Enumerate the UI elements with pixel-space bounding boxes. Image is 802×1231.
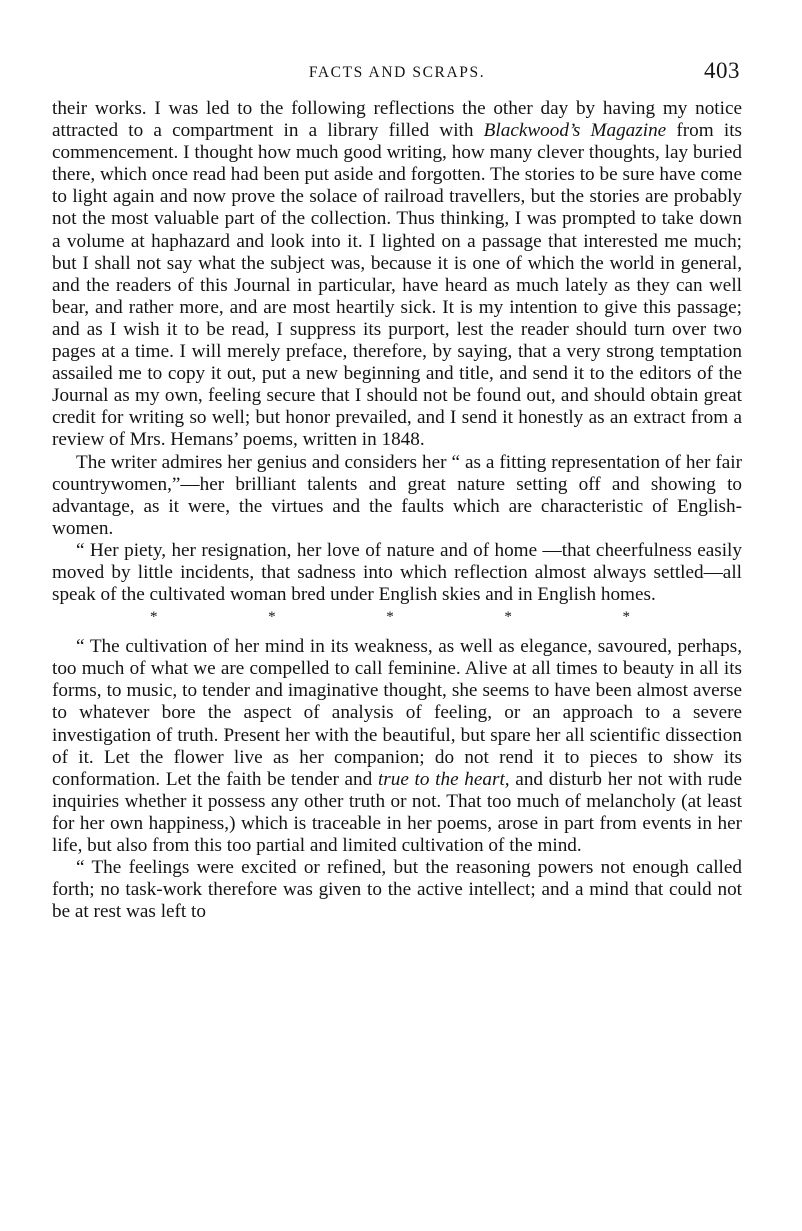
running-head	[52, 58, 742, 92]
separator-star: *	[268, 609, 276, 626]
section-separator	[52, 606, 742, 632]
running-title: FACTS AND SCRAPS.	[308, 64, 486, 81]
paragraph-4	[52, 636, 742, 857]
text-run: “ The cultivation of her mind in its weakness, as well as elegance, savoured, perhaps, too much of what we are compelled to call feminine. Alive at all times to beauty in all its forms, to music, to tender and imaginative thought, she seems to have been almost averse to whatever bore the aspect of analysis of feeling, or an approach to a severe investigation of truth. Present her with the beautiful, but spare her all scientific dissection of it. Let the flower live as her companion; do not rend it to pieces to show its conformation. Let the faith be tender and	[52, 636, 742, 790]
text-run: from its commencement. I thought how much good writing, how many clever thoughts, lay buried there, which once read had been put aside and forgotten. The stories to be sure have come to light again and now prove the solace of railroad travellers, but the stories are probably not the most valuable part of the collection. Thus thinking, I was prompted to take down a volume at haphazard and look into it. I lighted on a passage that interested me much; but I shall not say what the subject was, because it is one of which the world in general, and the readers of this Journal in particular, have heard as much lately as they can well bear, and rather more, and are most heartily sick. It is my intention to give this passage; and as I wish it to be read, I suppress its purport, lest the reader should turn over two pages at a time. I will merely preface, therefore, by saying, that a very strong temptation assailed me to copy it out, put a new beginning and title, and send it to the editors of the Journal as my own, feeling secure that I should not be found out, and should obtain great credit for writing so well; but honor prevailed, and I send it honestly as an extract from a review of Mrs. Hemans’ poems, written in 1848.	[52, 120, 743, 451]
italic-text-run: true to the heart,	[377, 768, 510, 790]
text-run: The writer admires her genius and considers her “ as a fitting representation of her fair countrywomen,”—her brilliant talents and great nature setting off and showing to advantage, as it were, the virtues and the faults which are characteristic of Englishwomen.	[52, 451, 742, 539]
paragraph-1	[52, 98, 742, 452]
italic-text-run: Blackwood’s Magazine	[483, 120, 667, 142]
paragraph-2	[52, 452, 742, 540]
paragraph-3	[52, 540, 742, 606]
text-run: and disturb her not with rude inquiries whether it possess any other truth or not. That too much of melancholy (at least for her own happiness,) which is traceable in her poems, arose in part from events in her life, but also from this too partial and limited cultivation of the mind.	[52, 768, 742, 856]
separator-star: *	[504, 609, 512, 626]
separator-star: *	[386, 609, 394, 626]
separator-star: *	[150, 609, 158, 626]
body-text	[52, 98, 742, 923]
paragraph-5	[52, 857, 742, 923]
separator-star: *	[622, 609, 630, 626]
text-run: their works. I was led to the following reflections the other day by having my notice attracted to a compartment in a library filled with	[52, 98, 742, 142]
text-run: “ The feelings were excited or refined, but the reasoning powers not enough called forth; no task-work therefore was given to the active intellect; and a mind that could not be at rest was left to	[52, 857, 742, 923]
text-run: “ Her piety, her resignation, her love of nature and of home —that cheerfulness easily moved by little incidents, that sadness into which reflection almost always settled—all speak of the cultivated woman bred under English skies and in English homes.	[52, 539, 742, 606]
book-page	[52, 58, 742, 923]
page-number: 403	[704, 58, 740, 83]
